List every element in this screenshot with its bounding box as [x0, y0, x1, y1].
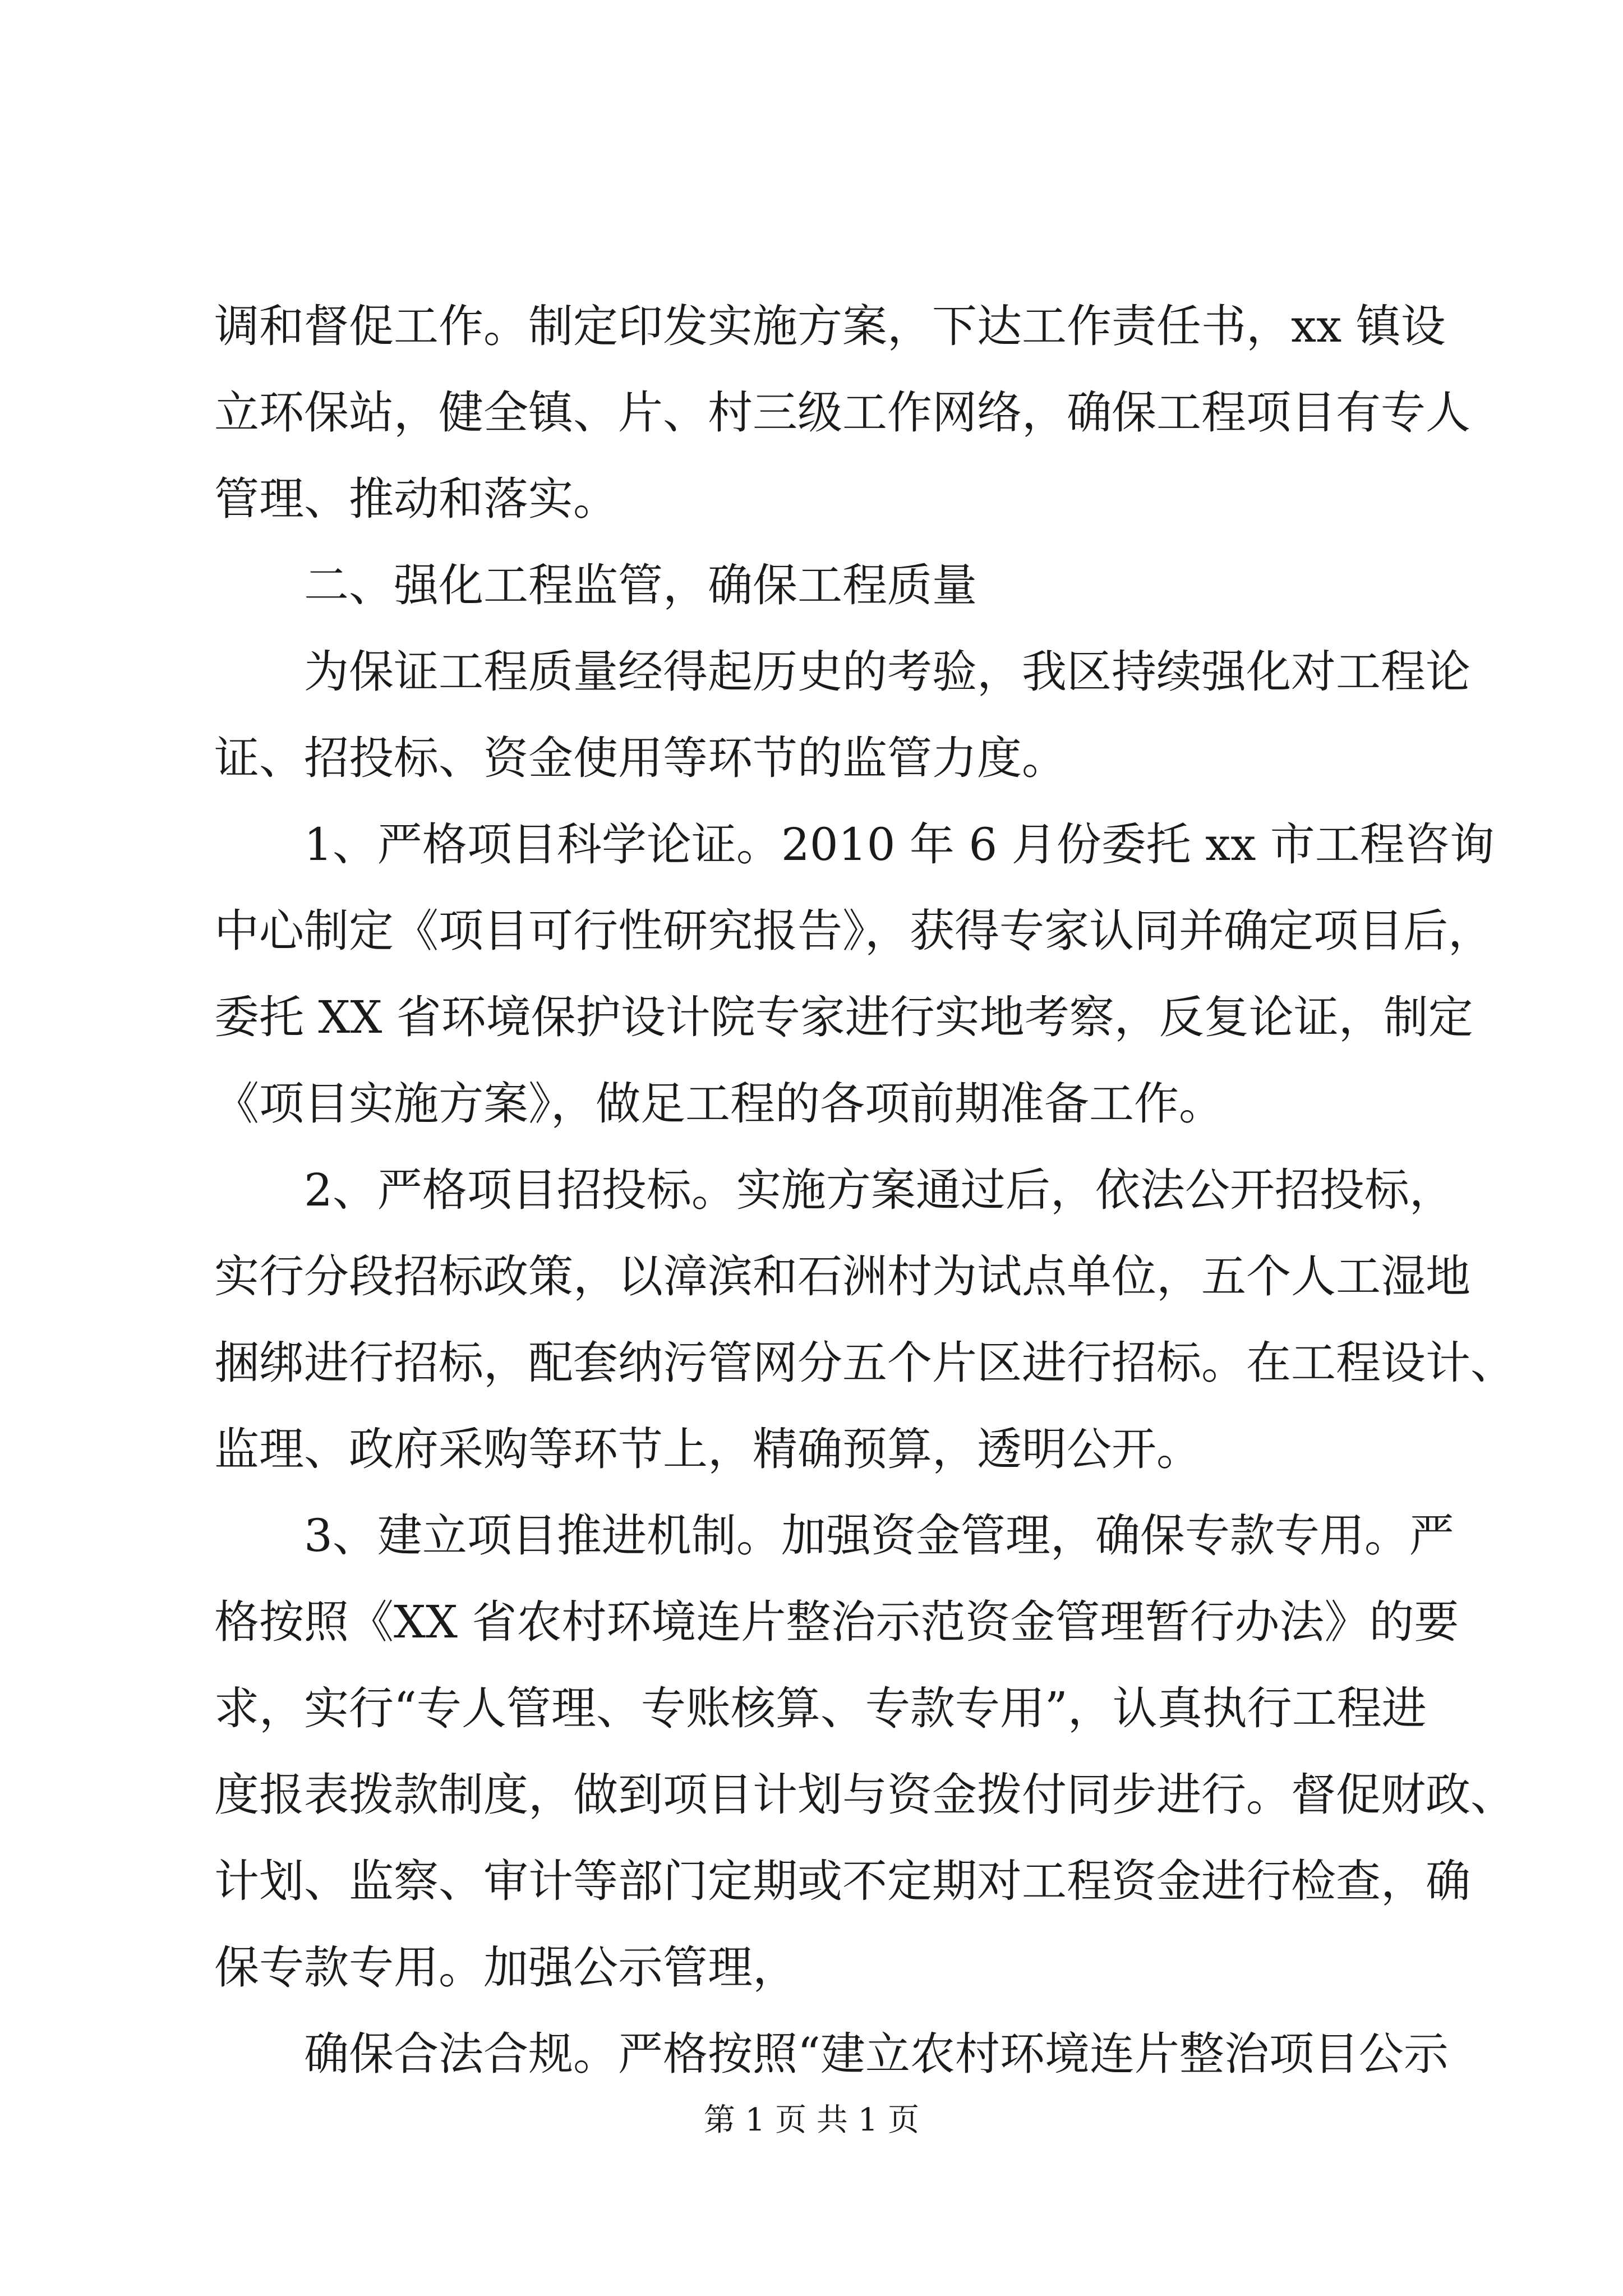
body-text-line: 保专款专用。加强公示管理，	[214, 1941, 797, 1994]
body-text-line: 捆绑进行招标，配套纳污管网分五个片区进行招标。在工程设计、	[214, 1337, 1515, 1389]
body-text-line: 为保证工程质量经得起历史的考验，我区持续强化对工程论	[304, 646, 1470, 698]
body-text-line: 3、建立项目推进机制。加强资金管理，确保专款专用。严	[304, 1510, 1454, 1562]
body-text-line: 度报表拨款制度，做到项目计划与资金拨付同步进行。督促财政、	[214, 1769, 1515, 1821]
body-text-line: 委托 XX 省环境保护设计院专家进行实地考察，反复论证，制定	[214, 991, 1473, 1043]
body-text-line: 1、严格项目科学论证。2010 年 6 月份委托 xx 市工程咨询	[304, 818, 1495, 871]
section-heading: 二、强化工程监管，确保工程质量	[304, 559, 977, 611]
body-text-line: 格按照《XX 省农村环境连片整治示范资金管理暂行办法》的要	[214, 1596, 1459, 1648]
body-text-line: 监理、政府采购等环节上，精确预算，透明公开。	[214, 1423, 1201, 1475]
body-text-line: 确保合法合规。严格按照“建立农村环境连片整治项目公示	[304, 2028, 1449, 2080]
body-text-line: 求，实行“专人管理、专账核算、专款专用”，认真执行工程进	[214, 1682, 1427, 1734]
body-text-line: 实行分段招标政策，以漳滨和石洲村为试点单位，五个人工湿地	[214, 1250, 1470, 1303]
body-text-line: 管理、推动和落实。	[214, 473, 618, 525]
body-text-line: 立环保站，健全镇、片、村三级工作网络，确保工程项目有专人	[214, 386, 1470, 439]
body-text-line: 2、严格项目招投标。实施方案通过后，依法公开招投标，	[304, 1164, 1454, 1216]
body-text-line: 中心制定《项目可行性研究报告》，获得专家认同并确定项目后，	[214, 905, 1493, 957]
body-text-line: 《项目实施方案》，做足工程的各项前期准备工作。	[214, 1078, 1224, 1130]
page-number-footer: 第 1 页 共 1 页	[703, 2102, 920, 2138]
body-text-line: 计划、监察、审计等部门定期或不定期对工程资金进行检查，确	[214, 1855, 1470, 1907]
document-body	[214, 283, 1515, 2097]
body-text-line: 证、招投标、资金使用等环节的监管力度。	[214, 732, 1067, 784]
body-text-line: 调和督促工作。制定印发实施方案，下达工作责任书，xx 镇设	[214, 300, 1446, 352]
